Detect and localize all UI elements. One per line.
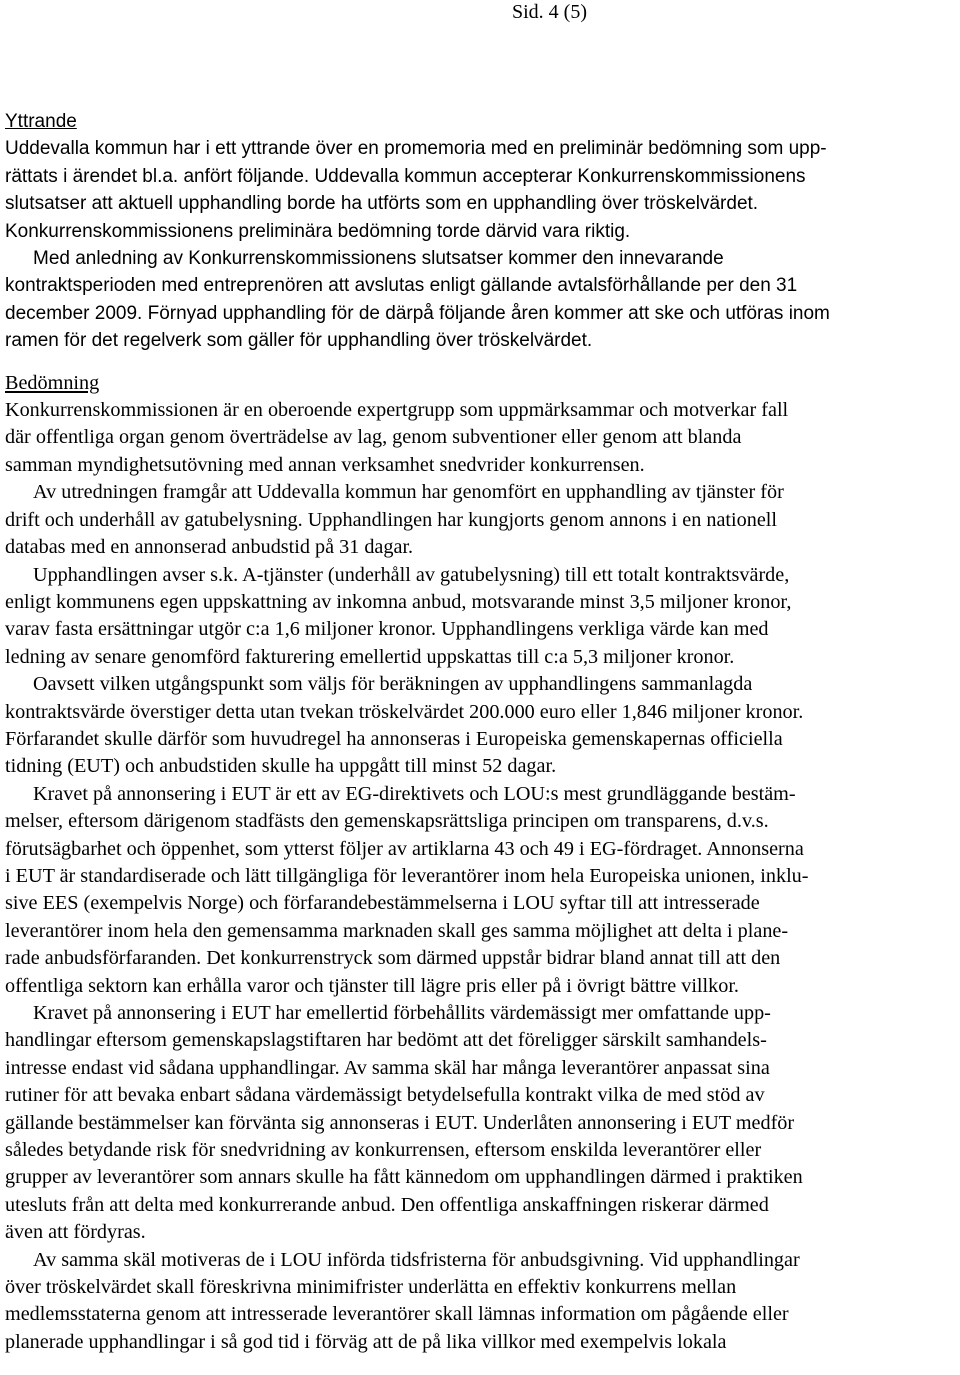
text-line: Av utredningen framgår att Uddevalla kommun har genomfört en upphandling av tjänster för (33, 481, 784, 504)
text-line: offentliga sektorn kan erhålla varor och tjänster till lägre pris eller på i övrigt bättre villkor. (5, 974, 739, 997)
text-line: slutsatser att aktuell upphandling borde ha utförts som en upphandling över tröskelvärdet. (5, 193, 759, 215)
text-line: rutiner för att bevaka enbart sådana värdemässigt betydelsefulla kontrakt vilka de med stöd av (5, 1084, 765, 1107)
text-line: kontraktsperioden med entreprenören att avslutas enligt gällande avtalsförhållande per den 31 (5, 275, 798, 297)
text-line: planerade upphandlingar i så god tid i förväg att de på lika villkor med exempelvis lokala (5, 1330, 727, 1353)
text-line: databas med en annonserad anbudstid på 31 dagar. (5, 536, 414, 559)
text-line: utesluts från att delta med konkurrerande anbud. Den offentliga anskaffningen riskerar därmed (5, 1193, 769, 1216)
text-line: intresse endast vid sådana upphandlingar. Av samma skäl har många leverantörer anpassat sina (5, 1056, 770, 1079)
text-line: där offentliga organ genom överträdelse av lag, genom subventioner eller genom att blanda (5, 426, 742, 449)
document-body (5, 108, 945, 1356)
text-line: Av samma skäl motiveras de i LOU införda tidsfristerna för anbudsgivning. Vid upphandlingar (33, 1248, 800, 1271)
text-line: över tröskelvärdet skall föreskrivna minimifrister underlätta en effektiv konkurrens mellan (5, 1276, 737, 1299)
bedomning-paragraph (5, 1000, 945, 1247)
text-line: drift och underhåll av gatubelysning. Upphandlingen har kungjorts genom annons i en nationell (5, 508, 778, 531)
text-line: rättats i ärendet bl.a. anfört följande. Uddevalla kommun accepterar Konkurrenskommissionens (5, 165, 806, 187)
text-line: medlemsstaterna genom att intresserade leverantörer skall lämnas information om pågående eller (5, 1303, 789, 1326)
text-line: melser, eftersom därigenom stadfästs den gemenskapsrättsliga principen om transparens, d.v.s. (5, 810, 769, 833)
bedomning-paragraph (5, 479, 945, 561)
yttrande-paragraph (5, 135, 945, 354)
page-number: Sid. 4 (5) (512, 1, 587, 23)
text-line: kontraktsvärde överstiger detta utan tvekan tröskelvärdet 200.000 euro eller 1,846 miljoner kronor. (5, 700, 804, 723)
bedomning-paragraph (5, 397, 945, 479)
text-line: ramen för det regelverk som gäller för upphandling över tröskelvärdet. (5, 330, 593, 352)
bedomning-paragraph (5, 562, 945, 672)
text-line: leverantörer inom hela den gemensamma marknaden skall ges samma möjlighet att delta i plane- (5, 919, 789, 942)
text-line: sive EES (exempelvis Norge) och förfarandebestämmelserna i LOU syftar till att intresserade (5, 892, 760, 915)
bedomning-paragraph (5, 781, 945, 1000)
text-line: Förfarandet skulle därför som huvudregel ha annonseras i Europeiska gemenskapernas officiella (5, 727, 783, 750)
section-yttrande (5, 108, 945, 355)
text-line: grupper av leverantörer som annars skulle ha fått kännedom om upphandlingen därmed i praktiken (5, 1166, 803, 1189)
section-heading-yttrande: Yttrande (5, 111, 77, 132)
text-line: Upphandlingen avser s.k. A-tjänster (underhåll av gatubelysning) till ett totalt kontraktsvärde, (33, 563, 790, 586)
text-line: Kravet på annonsering i EUT är ett av EG-direktivets och LOU:s mest grundläggande bestäm- (33, 782, 796, 805)
text-line: i EUT är standardiserade och lätt tillgängliga för leverantörer inom hela Europeiska unionen, inklu- (5, 864, 809, 887)
text-line: även att fördyras. (5, 1221, 146, 1244)
text-line: december 2009. Förnyad upphandling för de därpå följande åren kommer att ske och utföras inom (5, 302, 830, 324)
section-bedomning (5, 370, 945, 1357)
text-line: Konkurrenskommissionen är en oberoende expertgrupp som uppmärksammar och motverkar fall (5, 399, 789, 422)
text-line: tidning (EUT) och anbudstiden skulle ha uppgått till minst 52 dagar. (5, 755, 557, 778)
bedomning-paragraph (5, 671, 945, 781)
text-line: ledning av senare genomförd fakturering emellertid uppskattas till c:a 5,3 miljoner kronor. (5, 645, 735, 668)
text-line: Med anledning av Konkurrenskommissionens slutsatser kommer den innevarande (33, 248, 724, 270)
text-line: Oavsett vilken utgångspunkt som väljs för beräkningen av upphandlingens sammanlagda (33, 673, 753, 696)
text-line: således betydande risk för snedvridning av konkurrensen, eftersom enskilda leverantörer eller (5, 1139, 762, 1162)
text-line: Uddevalla kommun har i ett yttrande över en promemoria med en preliminär bedömning som upp- (5, 138, 827, 160)
text-line: samman myndighetsutövning med annan verksamhet snedvrider konkurrensen. (5, 453, 645, 476)
section-heading-bedomning: Bedömning (5, 371, 100, 394)
text-line: rade anbudsförfaranden. Det konkurrenstryck som därmed uppstår bidrar bland annat till att den (5, 947, 781, 970)
text-line: handlingar eftersom gemenskapslagstiftaren har bedömt att det föreligger särskilt samhandels- (5, 1029, 767, 1052)
text-line: varav fasta ersättningar utgör c:a 1,6 miljoner kronor. Upphandlingens verkliga värde kan med (5, 618, 769, 641)
text-line: förutsägbarhet och öppenhet, som ytterst följer av artiklarna 43 och 49 i EG-fördraget. Annonserna (5, 837, 804, 860)
text-line: Kravet på annonsering i EUT har emellertid förbehållits värdemässigt mer omfattande upp- (33, 1002, 771, 1024)
text-line: gällande bestämmelser kan förvänta sig annonseras i EUT. Underlåten annonsering i EUT medför (5, 1111, 795, 1134)
bedomning-paragraph (5, 1247, 945, 1357)
text-line: enligt kommunens egen uppskattning av inkomna anbud, motsvarande minst 3,5 miljoner kronor, (5, 590, 792, 613)
text-line: Konkurrenskommissionens preliminära bedömning torde därvid vara riktig. (5, 220, 631, 242)
